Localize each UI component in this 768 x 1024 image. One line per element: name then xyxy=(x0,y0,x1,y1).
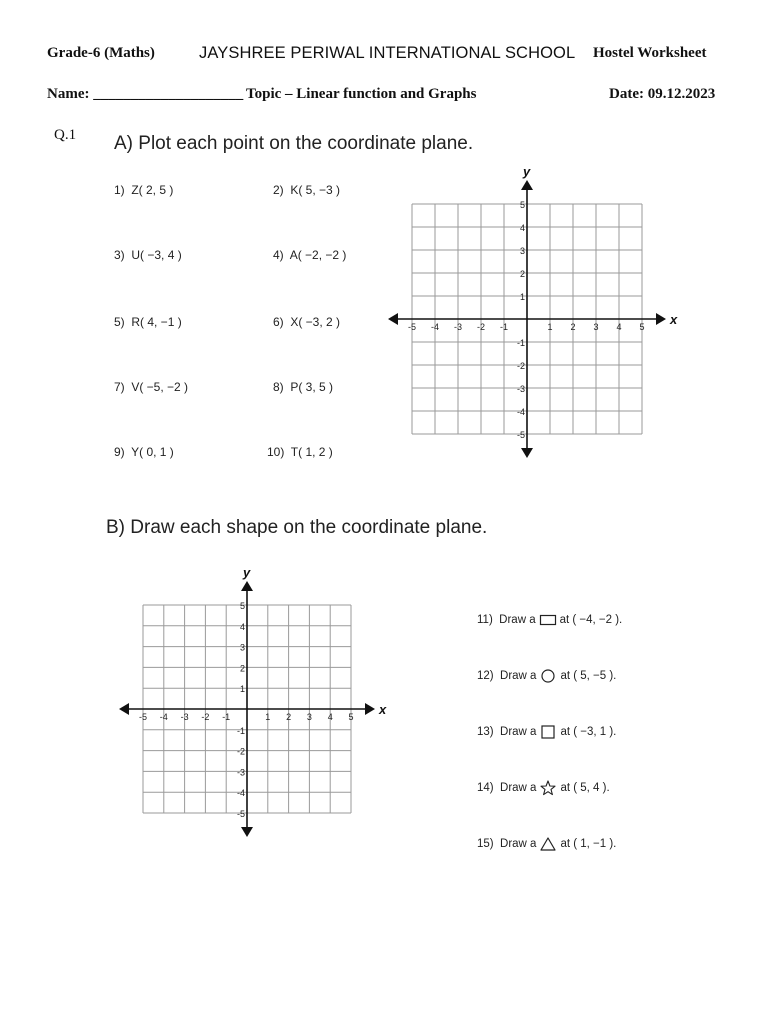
instruction-number: 11) xyxy=(477,614,493,626)
y-tick-label: -4 xyxy=(236,788,245,799)
part-a-title: A) Plot each point on the coordinate plane. xyxy=(114,133,474,154)
triangle-icon xyxy=(539,836,557,852)
x-axis-label: x xyxy=(379,702,387,717)
x-axis-label: x xyxy=(670,312,678,327)
x-tick-label: -4 xyxy=(159,712,168,722)
x-tick-label: 1 xyxy=(547,322,553,332)
worksheet-label: Hostel Worksheet xyxy=(593,45,707,61)
x-tick-label: -1 xyxy=(222,712,231,722)
x-tick-label: 3 xyxy=(306,712,312,722)
instruction-coords: at ( 1, −1 ). xyxy=(560,838,617,850)
problem-10 xyxy=(267,445,333,459)
x-tick-label: 3 xyxy=(593,322,599,332)
x-tick-label: 2 xyxy=(286,712,292,722)
problem-point: U( −3, 4 ) xyxy=(131,248,182,262)
x-tick-label: 5 xyxy=(639,322,645,332)
x-tick-label: -2 xyxy=(201,712,210,722)
instruction-number: 14) xyxy=(477,782,494,794)
problem-7 xyxy=(114,380,188,394)
problem-number: 3) xyxy=(114,248,125,262)
y-tick-label: 3 xyxy=(239,642,245,653)
problem-number: 10) xyxy=(267,445,285,459)
problem-number: 6) xyxy=(273,315,284,329)
name-field: Name: ____________________ xyxy=(47,86,244,102)
problem-point: Z( 2, 5 ) xyxy=(131,183,174,197)
x-tick-label: -4 xyxy=(430,322,440,332)
problem-3 xyxy=(114,248,182,262)
y-tick-label: -2 xyxy=(516,361,525,371)
x-tick-label: 5 xyxy=(348,712,354,722)
y-tick-label: 4 xyxy=(239,621,245,632)
coordinate-plane-a xyxy=(380,160,690,480)
instruction-prefix: Draw a xyxy=(500,670,537,682)
problem-number: 5) xyxy=(114,315,125,329)
x-tick-label: -5 xyxy=(138,712,148,722)
problem-point: K( 5, −3 ) xyxy=(290,183,341,197)
y-tick-label: -4 xyxy=(516,407,525,417)
x-tick-label: -5 xyxy=(407,322,417,332)
instruction-number: 13) xyxy=(477,726,494,738)
x-tick-label: -2 xyxy=(476,322,486,332)
problem-point: X( −3, 2 ) xyxy=(290,315,341,329)
y-axis-arrow-down xyxy=(241,827,253,837)
y-axis-label: y xyxy=(523,164,531,179)
rectangle-icon xyxy=(539,612,557,628)
problem-9 xyxy=(114,445,174,459)
problem-4 xyxy=(273,248,346,262)
y-axis-arrow-down xyxy=(521,448,533,458)
y-tick-label: -1 xyxy=(236,725,245,736)
part-b-title: B) Draw each shape on the coordinate plane. xyxy=(106,517,488,538)
y-tick-label: -2 xyxy=(236,746,245,757)
y-tick-label: -1 xyxy=(516,338,525,348)
problem-point: Y( 0, 1 ) xyxy=(131,445,174,459)
x-tick-label: 2 xyxy=(570,322,576,332)
y-tick-label: 1 xyxy=(519,292,525,302)
instruction-prefix: Draw a xyxy=(500,726,537,738)
problem-number: 8) xyxy=(273,380,284,394)
shape-instruction-14 xyxy=(477,780,610,796)
x-axis-arrow-right xyxy=(365,703,375,715)
problem-number: 7) xyxy=(114,380,125,394)
coordinate-plane-b xyxy=(112,560,392,880)
problem-5 xyxy=(114,315,182,329)
x-axis-arrow-left xyxy=(119,703,129,715)
circle-icon xyxy=(539,668,557,684)
y-tick-label: -3 xyxy=(516,384,525,394)
instruction-coords: at ( 5, 4 ). xyxy=(560,782,610,794)
shape-instruction-11 xyxy=(477,612,622,628)
star-icon xyxy=(539,780,557,796)
instruction-number: 15) xyxy=(477,838,494,850)
shape-instruction-13 xyxy=(477,724,616,740)
instruction-number: 12) xyxy=(477,670,494,682)
y-tick-label: 1 xyxy=(239,684,245,695)
instruction-coords: at ( 5, −5 ). xyxy=(560,670,617,682)
grade-label: Grade-6 (Maths) xyxy=(47,45,155,61)
date-label: Date: 09.12.2023 xyxy=(609,86,716,102)
problem-number: 4) xyxy=(273,248,284,262)
x-tick-label: 4 xyxy=(327,712,333,722)
problem-number: 1) xyxy=(114,183,125,197)
x-tick-label: -3 xyxy=(453,322,463,332)
x-tick-label: -3 xyxy=(180,712,189,722)
x-axis-arrow-right xyxy=(656,313,666,325)
problem-point: P( 3, 5 ) xyxy=(290,380,334,394)
school-name: JAYSHREE PERIWAL INTERNATIONAL SCHOOL xyxy=(199,44,576,62)
x-tick-label: 4 xyxy=(616,322,622,332)
problem-point: A( −2, −2 ) xyxy=(289,248,347,262)
instruction-prefix: Draw a xyxy=(500,838,537,850)
x-tick-label: -1 xyxy=(499,322,509,332)
x-tick-label: 1 xyxy=(265,712,271,722)
shape-instruction-12 xyxy=(477,668,616,684)
problem-point: V( −5, −2 ) xyxy=(131,380,189,394)
problem-number: 2) xyxy=(273,183,284,197)
square-icon xyxy=(539,724,557,740)
instruction-coords: at ( −3, 1 ). xyxy=(560,726,617,738)
instruction-prefix: Draw a xyxy=(499,614,536,626)
question-number: Q.1 xyxy=(54,127,77,143)
x-axis-arrow-left xyxy=(388,313,398,325)
problem-2 xyxy=(273,183,340,197)
problem-1 xyxy=(114,183,173,197)
y-tick-label: 3 xyxy=(519,246,525,256)
problem-point: R( 4, −1 ) xyxy=(131,315,182,329)
y-axis-arrow-up xyxy=(241,581,253,591)
y-tick-label: 2 xyxy=(519,269,525,279)
y-axis-label: y xyxy=(243,565,251,580)
y-tick-label: -5 xyxy=(236,809,245,819)
y-axis-arrow-up xyxy=(521,180,533,190)
y-tick-label: 5 xyxy=(519,200,525,210)
y-tick-label: 5 xyxy=(239,601,245,611)
y-tick-label: 2 xyxy=(239,663,245,674)
shape-instruction-15 xyxy=(477,836,616,852)
instruction-coords: at ( −4, −2 ). xyxy=(559,614,623,626)
y-tick-label: 4 xyxy=(519,223,525,233)
instruction-prefix: Draw a xyxy=(500,782,537,794)
problem-point: T( 1, 2 ) xyxy=(290,445,333,459)
y-tick-label: -3 xyxy=(236,767,245,778)
problem-number: 9) xyxy=(114,445,125,459)
problem-8 xyxy=(273,380,333,394)
y-tick-label: -5 xyxy=(516,430,525,440)
problem-6 xyxy=(273,315,340,329)
topic-label: Topic – Linear function and Graphs xyxy=(246,86,477,102)
